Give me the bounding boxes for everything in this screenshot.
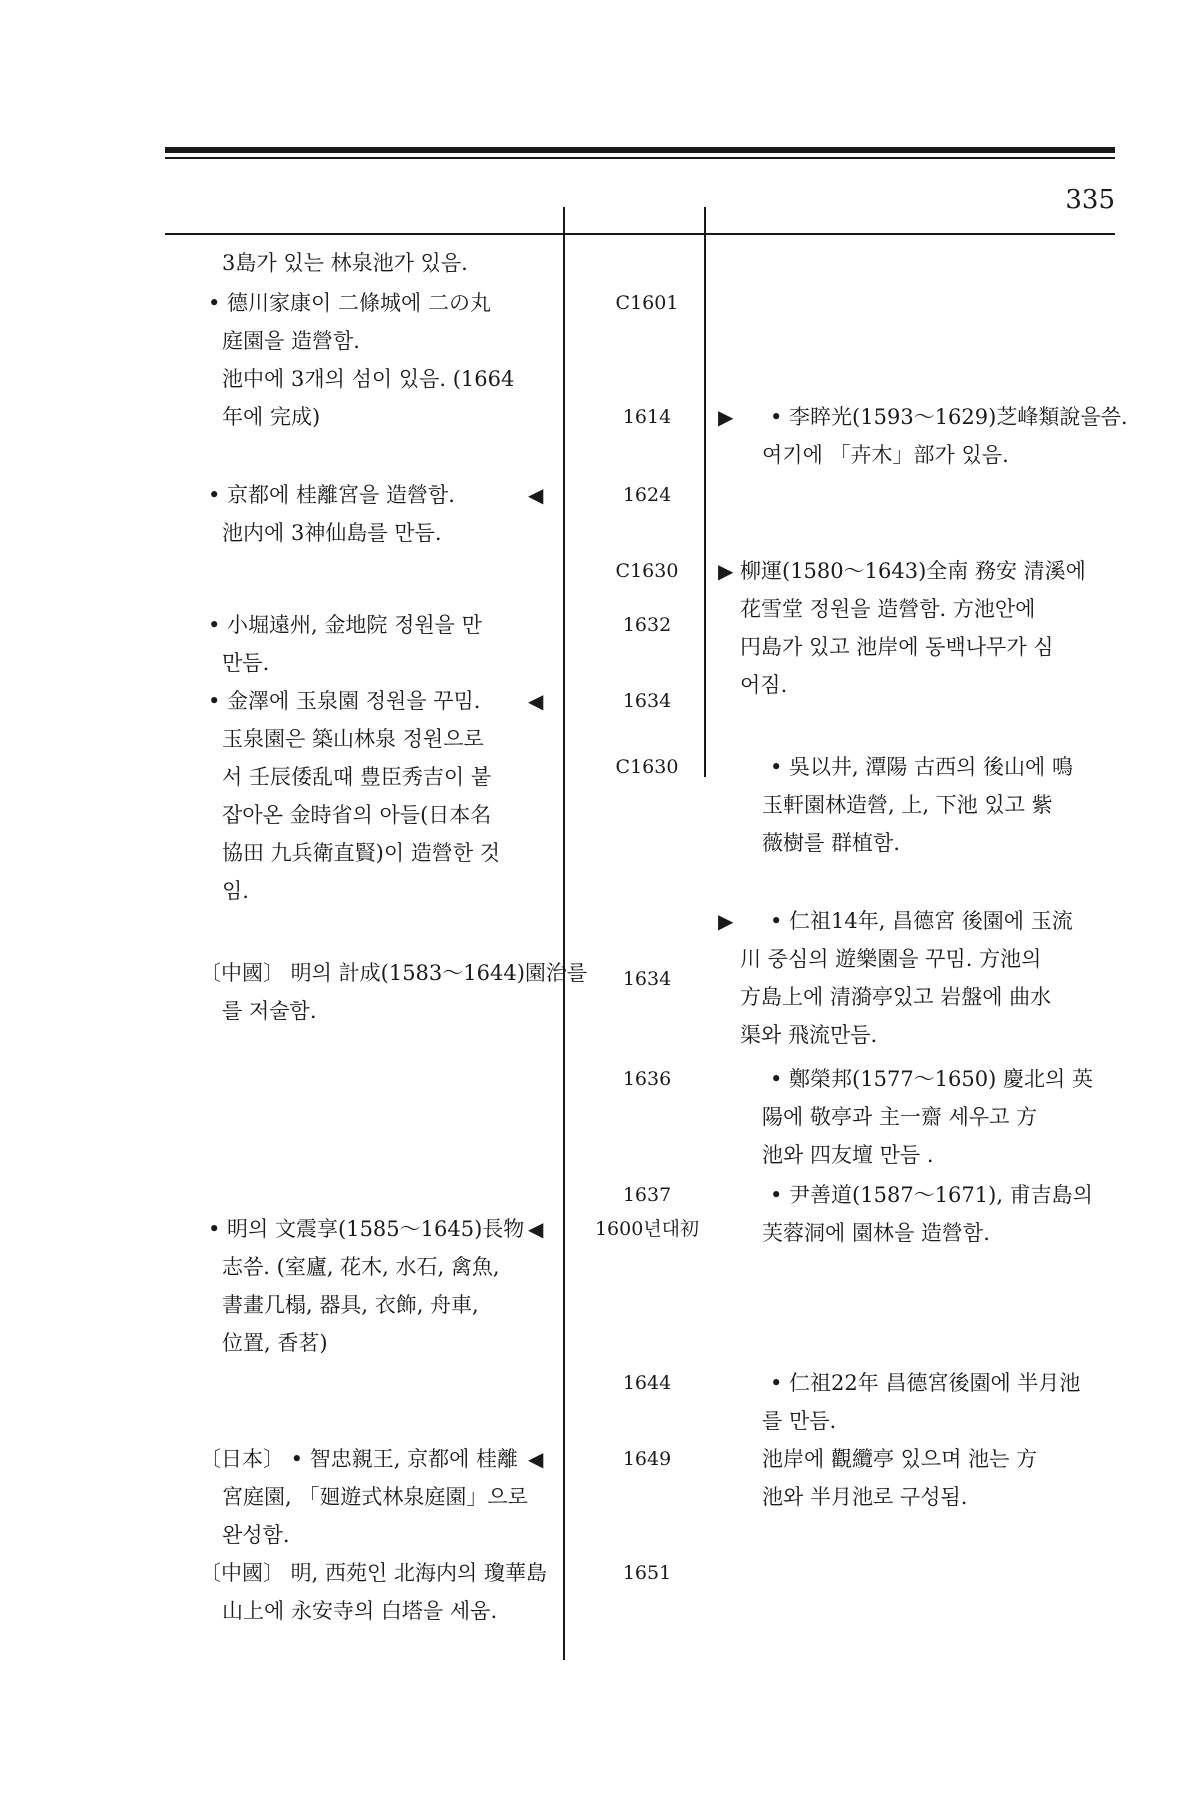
- korea-event-text-line: • 李睟光(1593～1629)芝峰類說을씀.: [770, 405, 1128, 429]
- left-triangle-marker-icon: ◀: [528, 689, 544, 713]
- page-number: 335: [1065, 185, 1115, 215]
- year-label: 1600년대初: [594, 1218, 700, 1240]
- event-text-line: 3島가 있는 林泉池가 있음.: [222, 251, 468, 275]
- korea-event-text-line: 方島上에 清漪亭있고 岩盤에 曲水: [740, 985, 1052, 1009]
- korea-event-text-line: 花雪堂 정원을 造營함. 方池안에: [740, 597, 1036, 621]
- year-label: C1630: [615, 560, 679, 582]
- korea-event-text-line: 池와 四友壇 만듬 .: [762, 1143, 934, 1167]
- korea-event-text-line: 어짐.: [740, 673, 788, 697]
- event-text-line: 〔中國〕 明, 西苑인 北海内의 瓊華島: [200, 1561, 547, 1585]
- korea-event-text-line: 玉軒園林造營, 上, 下池 있고 紫: [762, 793, 1053, 817]
- korea-event-text-line: • 尹善道(1587～1671), 甫吉島의: [770, 1183, 1093, 1207]
- korea-event-text-line: 를 만듬.: [762, 1409, 837, 1433]
- event-text-line: 協田 九兵衛直賢)이 造營한 것: [222, 841, 501, 865]
- event-text-line: 〔日本〕 • 智忠親王, 京都에 桂離: [200, 1447, 519, 1471]
- event-text-line: 를 저술함.: [222, 999, 317, 1023]
- korea-event-text-line: • 鄭榮邦(1577～1650) 慶北의 英: [770, 1067, 1093, 1091]
- year-label: 1634: [622, 968, 672, 990]
- korea-event-text-line: 芙蓉洞에 園林을 造營함.: [762, 1221, 990, 1245]
- korea-event-text-line: 陽에 敬亭과 主一齋 세우고 方: [762, 1105, 1038, 1129]
- event-text-line: 만듬.: [222, 651, 270, 675]
- korea-event-text-line: 여기에 「卉木」部가 있음.: [762, 443, 1009, 467]
- year-label: 1624: [622, 484, 672, 506]
- event-text-line: 완성함.: [222, 1523, 290, 1547]
- year-label: 1636: [622, 1068, 672, 1090]
- header-rule-thin: [165, 157, 1115, 159]
- year-label: 1651: [622, 1562, 672, 1584]
- right-triangle-marker-icon: ▶: [718, 405, 734, 429]
- event-text-line: 池中에 3개의 섬이 있음. (1664: [222, 367, 515, 391]
- event-text-line: 玉泉園은 築山林泉 정원으로: [222, 727, 484, 751]
- left-triangle-marker-icon: ◀: [528, 483, 544, 507]
- event-text-line: • 金澤에 玉泉園 정원을 꾸밈.: [208, 689, 481, 713]
- year-label: C1601: [615, 292, 679, 314]
- column-header-rule: [165, 233, 1115, 235]
- korea-event-text-line: 渠와 飛流만듬.: [740, 1023, 878, 1047]
- korea-event-text-line: 川 중심의 遊樂園을 꾸밈. 方池의: [740, 947, 1042, 971]
- year-label: 1632: [622, 614, 672, 636]
- event-text-line: 庭園을 造營함.: [222, 329, 360, 353]
- korea-event-text-line: 池岸에 觀纜亭 있으며 池는 方: [762, 1447, 1038, 1471]
- right-triangle-marker-icon: ▶: [718, 909, 734, 933]
- year-label: 1614: [622, 406, 672, 428]
- event-text-line: 서 壬辰倭乱때 豊臣秀吉이 붙: [222, 765, 492, 789]
- right-triangle-marker-icon: ▶: [718, 559, 734, 583]
- event-text-line: 池内에 3神仙島를 만듬.: [222, 521, 442, 545]
- event-text-line: 年에 完成): [222, 405, 321, 429]
- event-text-line: 〔中國〕 明의 計成(1583～1644)園治를: [200, 961, 588, 985]
- year-label: 1649: [622, 1448, 672, 1470]
- event-text-line: • 京都에 桂離宮을 造營함.: [208, 483, 455, 507]
- left-triangle-marker-icon: ◀: [528, 1447, 544, 1471]
- header-rule-thick: [165, 147, 1115, 153]
- korea-event-text-line: 円島가 있고 池岸에 동백나무가 심: [740, 635, 1054, 659]
- korea-event-text-line: 柳運(1580～1643)全南 務安 清溪에: [740, 559, 1086, 583]
- event-text-line: • 德川家康이 二條城에 二の丸: [208, 291, 491, 315]
- left-triangle-marker-icon: ◀: [528, 1217, 544, 1241]
- korea-event-text-line: 薇樹를 群植함.: [762, 831, 900, 855]
- column-divider-left: [563, 207, 565, 1660]
- year-label: 1634: [622, 690, 672, 712]
- event-text-line: 잡아온 金時省의 아들(日本名: [222, 803, 492, 827]
- year-label: 1644: [622, 1372, 672, 1394]
- korea-event-text-line: 池와 半月池로 구성됨.: [762, 1485, 968, 1509]
- korea-event-text-line: • 吳以井, 潭陽 古西의 後山에 鳴: [770, 755, 1074, 779]
- korea-event-text-line: • 仁祖14年, 昌德宮 後園에 玉流: [770, 909, 1073, 933]
- event-text-line: • 小堀遠州, 金地院 정원을 만: [208, 613, 482, 637]
- event-text-line: 山上에 永安寺의 白塔을 세움.: [222, 1599, 498, 1623]
- korea-event-text-line: • 仁祖22年 昌德宮後園에 半月池: [770, 1371, 1081, 1395]
- year-label: 1637: [622, 1184, 672, 1206]
- event-text-line: 書畫几榻, 器具, 衣飾, 舟車,: [222, 1293, 479, 1317]
- event-text-line: • 明의 文震享(1585～1645)長物: [208, 1217, 525, 1241]
- year-label: C1630: [615, 756, 679, 778]
- event-text-line: 宮庭園, 「廻遊式林泉庭園」으로: [222, 1485, 528, 1509]
- event-text-line: 位置, 香茗): [222, 1331, 328, 1355]
- event-text-line: 志씀. (室廬, 花木, 水石, 禽魚,: [222, 1255, 500, 1279]
- event-text-line: 임.: [222, 879, 249, 903]
